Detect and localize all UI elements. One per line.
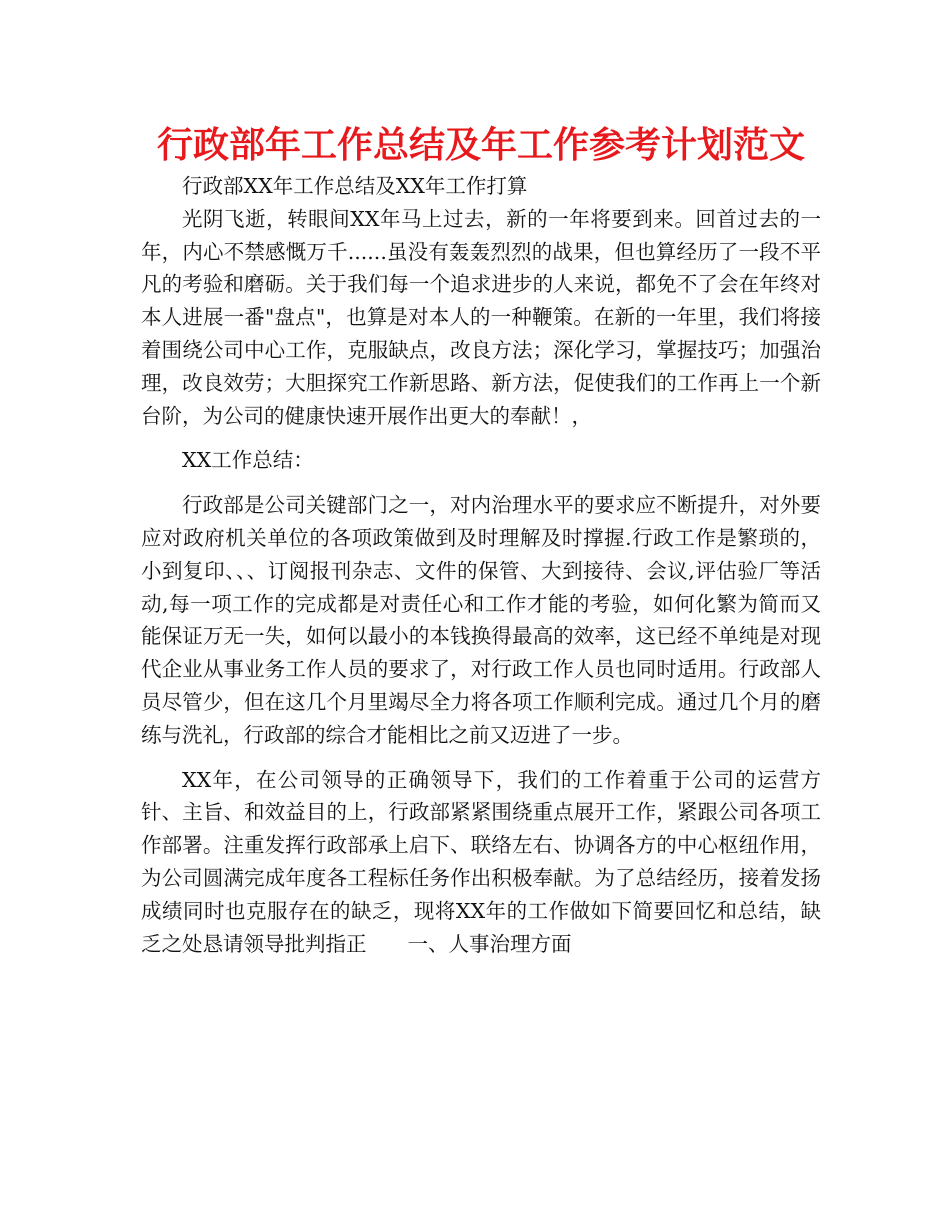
document-page xyxy=(141,122,821,960)
document-title: 行政部年工作总结及年工作参考计划范文 xyxy=(156,125,805,166)
paragraph-admin-dept: 行政部是公司关键部门之一，对内治理水平的要求应不断提升，对外要应对政府机关单位的各项政策做到及时理解及时撑握.行政工作是繁琐的，小到复印、、、订阅报刊杂志、文件的保管、大到接待、会议,评估验厂等活动,每一项工作的完成都是对责任心和工作才能的考验，如何化繁为简而又能保证万无一失，如何以最小的本钱换得最高的效率，这已经不单纯是对现代企业从事业务工作人员的要求了，对行政工作人员也同时适用。行政部人员尽管少，但在这几个月里竭尽全力将各项工作顺利完成。通过几个月的磨练与洗礼，行政部的综合才能相比之前又迈进了一步。 xyxy=(141,493,821,747)
paragraph-intro: 光阴飞逝，转眼间XX年马上过去，新的一年将要到来。回首过去的一年，内心不禁感慨万千......虽没有轰轰烈烈的战果，但也算经历了一段不平凡的考验和磨砺。关于我们每一个追求进步的人来说，都免不了会在年终对本人进展一番"盘点"，也算是对本人的一种鞭策。在新的一年里，我们将接着围绕公司中心工作，克服缺点，改良方法；深化学习，掌握技巧；加强治理，改良效劳；大胆探究工作新思路、新方法，促使我们的工作再上一个新台阶，为公司的健康快速开展作出更大的奉献！， xyxy=(141,206,821,428)
section-heading-summary: XX工作总结： xyxy=(182,448,314,473)
paragraph-year-review: XX年，在公司领导的正确领导下，我们的工作着重于公司的运营方针、主旨、和效益目的上，行政部紧紧围绕重点展开工作，紧跟公司各项工作部署。注重发挥行政部承上启下、联络左右、协调各方的中心枢纽作用，为公司圆满完成年度各工程标任务作出积极奉献。为了总结经历，接着发扬成绩同时也克服存在的缺乏，现将XX年的工作做如下简要回忆和总结，缺乏之处恳请领导批判指正 一、人事治理方面 xyxy=(141,767,821,956)
document-subtitle: 行政部XX年工作总结及XX年工作打算 xyxy=(182,174,528,198)
